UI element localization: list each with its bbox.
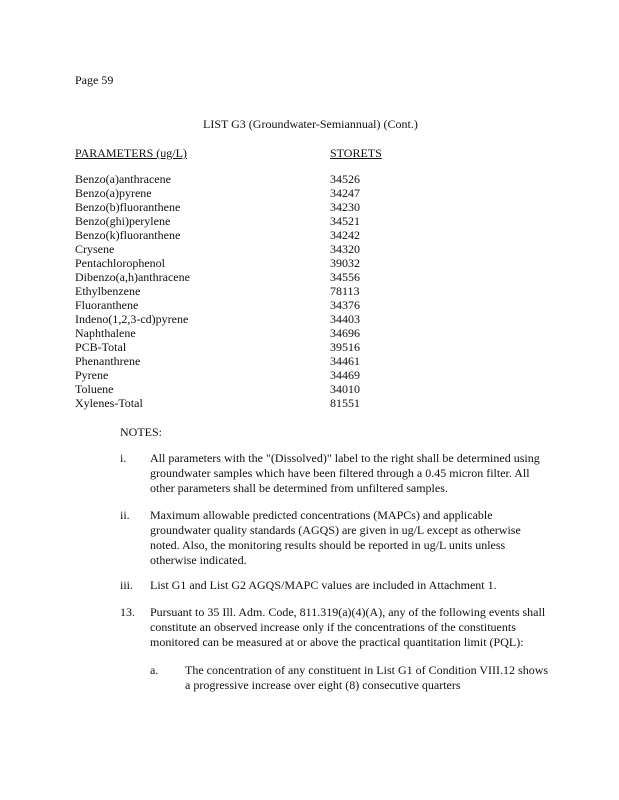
condition-text: Pursuant to 35 Ill. Adm. Code, 811.319(a)(4)(A), any of the following events shall constitute an observed increase only if the concentrations of the constituents monitored can be measured at or above the practical quantitation limit (PQL):: [150, 605, 546, 649]
parameter-name: Benzo(b)fluoranthene: [75, 200, 181, 214]
storet-code: 78113: [330, 284, 360, 298]
parameter-name: Benzo(a)pyrene: [75, 186, 152, 200]
notes-heading: NOTES:: [120, 425, 162, 439]
parameter-row: [75, 228, 415, 242]
storet-code: 34230: [330, 200, 360, 214]
parameter-name: Toluene: [75, 382, 114, 396]
storet-code: 34403: [330, 312, 360, 326]
parameter-row: [75, 354, 415, 368]
parameter-name: Crysene: [75, 242, 115, 256]
parameter-name: Dibenzo(a,h)anthracene: [75, 270, 190, 284]
storet-code: 39032: [330, 256, 360, 270]
parameter-name: Benzo(ghi)perylene: [75, 214, 171, 228]
note-text: Maximum allowable predicted concentrations (MAPCs) and applicable groundwater quality standards (AGQS) are given in ug/L except as otherwise noted. Also, the monitoring results should be reported in ug/L units unless otherwise indicated.: [150, 508, 521, 567]
storet-code: 34526: [330, 172, 360, 186]
condition-marker: 13.: [120, 605, 135, 619]
parameter-name: Xylenes-Total: [75, 396, 143, 410]
parameter-row: [75, 172, 415, 186]
note-marker: i.: [120, 451, 127, 465]
parameter-row: [75, 298, 415, 312]
parameter-name: Ethylbenzene: [75, 284, 141, 298]
parameter-row: [75, 270, 415, 284]
note-marker: iii.: [120, 578, 134, 592]
storet-code: 81551: [330, 396, 360, 410]
page-number: Page 59: [75, 73, 114, 87]
storet-code: 34556: [330, 270, 360, 284]
parameter-name: Fluoranthene: [75, 298, 139, 312]
parameter-row: [75, 368, 415, 382]
parameter-name: Pentachlorophenol: [75, 256, 165, 270]
parameter-row: [75, 312, 415, 326]
parameter-row: [75, 200, 415, 214]
subitem-text: The concentration of any constituent in List G1 of Condition VIII.12 shows a progressive increase over eight (8) consecutive quarters: [185, 663, 549, 692]
note-text: List G1 and List G2 AGQS/MAPC values are included in Attachment 1.: [150, 578, 497, 592]
storet-code: 34376: [330, 298, 360, 312]
parameter-row: [75, 340, 415, 354]
storet-code: 34010: [330, 382, 360, 396]
column-header-storets: STORETS: [330, 146, 382, 160]
storet-code: 34242: [330, 228, 360, 242]
storet-code: 34696: [330, 326, 360, 340]
parameter-row: [75, 284, 415, 298]
storet-code: 34320: [330, 242, 360, 256]
parameter-row: [75, 242, 415, 256]
parameter-name: Naphthalene: [75, 326, 136, 340]
parameter-row: [75, 326, 415, 340]
parameter-name: Indeno(1,2,3-cd)pyrene: [75, 312, 189, 326]
parameter-row: [75, 256, 415, 270]
storet-code: 34247: [330, 186, 360, 200]
column-header-parameters: PARAMETERS (ug/L): [75, 146, 187, 160]
parameter-name: Pyrene: [75, 368, 109, 382]
parameter-name: Phenanthrene: [75, 354, 141, 368]
parameter-name: Benzo(k)fluoranthene: [75, 228, 181, 242]
parameter-name: Benzo(a)anthracene: [75, 172, 171, 186]
parameter-row: [75, 396, 415, 410]
parameter-list: [75, 172, 415, 410]
storet-code: 34461: [330, 354, 360, 368]
note-marker: ii.: [120, 508, 130, 522]
note-text: All parameters with the "(Dissolved)" label to the right shall be determined using groundwater samples which have been filtered through a 0.45 micron filter. All other parameters shall be determined from unfiltered samples.: [150, 451, 540, 495]
storet-code: 39516: [330, 340, 360, 354]
subitem-marker: a.: [150, 663, 159, 677]
storet-code: 34469: [330, 368, 360, 382]
page-title: LIST G3 (Groundwater-Semiannual) (Cont.): [203, 117, 418, 131]
storet-code: 34521: [330, 214, 360, 228]
parameter-row: [75, 186, 415, 200]
parameter-name: PCB-Total: [75, 340, 127, 354]
parameter-row: [75, 214, 415, 228]
parameter-row: [75, 382, 415, 396]
